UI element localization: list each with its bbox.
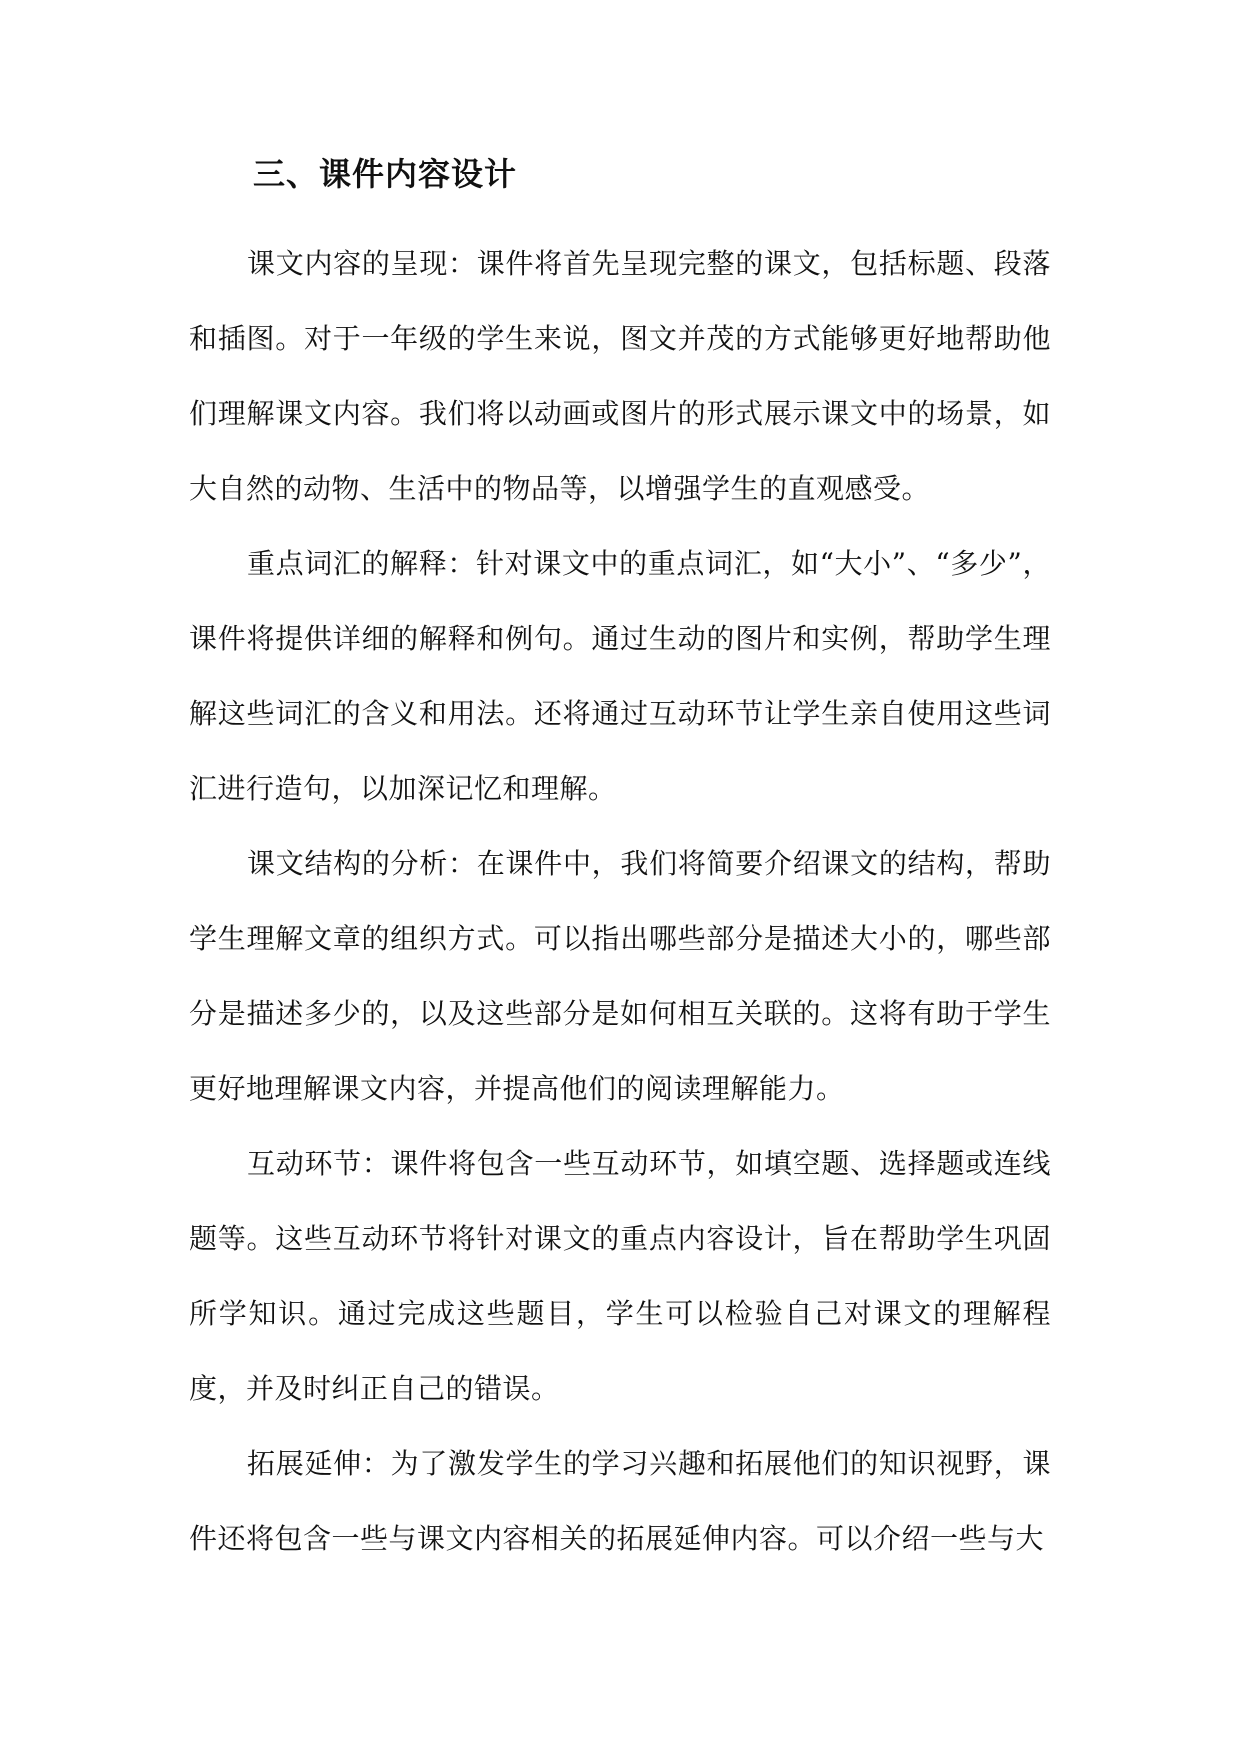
section-heading: 三、课件内容设计 xyxy=(253,155,518,193)
paragraph-vocabulary-explanation: 重点词汇的解释：针对课文中的重点词汇，如“大小”、“多少”，课件将提供详细的解释和例句。通过生动的图片和实例，帮助学生理解这些词汇的含义和用法。还将通过互动环节让学生亲自使用这些词汇进行造句，以加深记忆和理解。 xyxy=(189,547,1051,805)
paragraph-interactive-section: 互动环节：课件将包含一些互动环节，如填空题、选择题或连线题等。这些互动环节将针对课文的重点内容设计，旨在帮助学生巩固所学知识。通过完成这些题目，学生可以检验自己对课文的理解程度，并及时纠正自己的错误。 xyxy=(189,1147,1051,1405)
paragraph-text-presentation: 课文内容的呈现：课件将首先呈现完整的课文，包括标题、段落和插图。对于一年级的学生来说，图文并茂的方式能够更好地帮助他们理解课文内容。我们将以动画或图片的形式展示课文中的场景，如大自然的动物、生活中的物品等，以增强学生的直观感受。 xyxy=(189,247,1051,505)
document-body xyxy=(189,226,1051,1576)
paragraph-extension: 拓展延伸：为了激发学生的学习兴趣和拓展他们的知识视野，课件还将包含一些与课文内容相关的拓展延伸内容。可以介绍一些与大 xyxy=(189,1447,1051,1555)
paragraph-structure-analysis: 课文结构的分析：在课件中，我们将简要介绍课文的结构，帮助学生理解文章的组织方式。可以指出哪些部分是描述大小的，哪些部分是描述多少的，以及这些部分是如何相互关联的。这将有助于学生更好地理解课文内容，并提高他们的阅读理解能力。 xyxy=(189,847,1051,1105)
